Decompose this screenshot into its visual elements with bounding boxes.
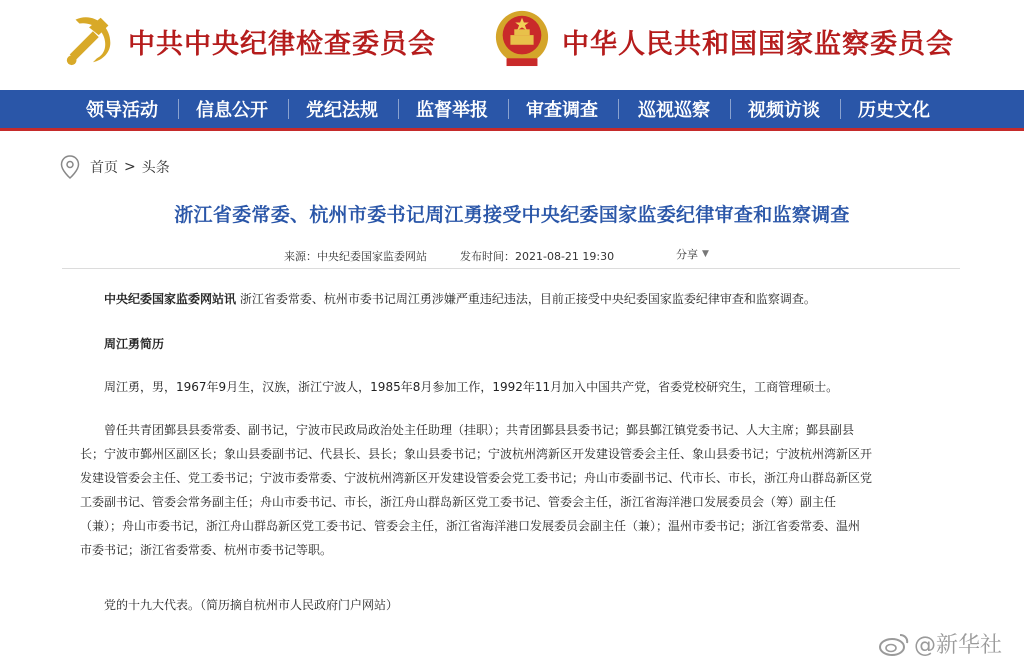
main-nav: [0, 90, 1024, 131]
breadcrumb-separator: >: [124, 159, 136, 175]
source-value: 中央纪委国家监委网站: [317, 250, 427, 263]
watermark: [878, 628, 1002, 659]
lead-paragraph: [104, 287, 816, 311]
nav-item-inspection[interactable]: 巡视巡察: [638, 100, 710, 121]
site-title-right: 中华人民共和国国家监察委员会: [562, 29, 954, 60]
party-emblem-icon[interactable]: [62, 10, 120, 68]
watermark-text: @新华社: [914, 633, 1003, 658]
career-line: （兼）；舟山市委书记，浙江舟山群岛新区党工委书记、管委会主任，浙江省海洋港口发展委员会副主任（兼）；温州市委书记；浙江省委常委、温州: [80, 519, 861, 533]
career-line: 长；宁波市鄞州区副区长；象山县委副书记、代县长、县长；象山县委书记；宁波杭州湾新区开发建设管委会主任、象山县委书记；宁波杭州湾新区开: [80, 447, 873, 461]
career-line: 市委书记；浙江省委常委、杭州市委书记等职。: [80, 543, 333, 557]
career-line: 发建设管委会主任、党工委书记；宁波市委常委、宁波杭州湾新区开发建设管委会党工委书记；舟山市委副书记、代市长、市长，浙江舟山群岛新区党: [80, 471, 873, 485]
nav-item-info[interactable]: 信息公开: [196, 100, 268, 121]
bio-heading: 周江勇简历: [104, 337, 165, 351]
article-time: [460, 248, 614, 264]
location-pin-icon: [60, 155, 80, 179]
share-button[interactable]: [676, 246, 709, 262]
breadcrumb-current[interactable]: 头条: [141, 160, 170, 176]
breadcrumb-home[interactable]: 首页: [90, 160, 118, 176]
bio-basic-paragraph: 周江勇，男，1967年9月生，汉族，浙江宁波人，1985年8月参加工作，1992年11月加入中国共产党，省委党校研究生，工商管理硕士。: [104, 380, 839, 394]
nav-divider: [178, 99, 179, 119]
share-label: 分享: [676, 248, 698, 261]
nav-item-investigation[interactable]: 审查调查: [526, 100, 598, 121]
site-title-left: 中共中央纪律检查委员会: [128, 29, 436, 60]
weibo-icon: [878, 631, 910, 657]
nav-divider: [508, 99, 509, 119]
time-label: 发布时间：: [460, 250, 515, 263]
time-value: 2021-08-21 19:30: [515, 250, 615, 263]
nav-divider: [398, 99, 399, 119]
national-emblem-icon[interactable]: [493, 6, 551, 70]
nav-item-history[interactable]: 历史文化: [858, 100, 930, 121]
title-divider: [62, 268, 960, 269]
article-source: [284, 248, 427, 264]
nav-item-leadership[interactable]: 领导活动: [86, 100, 158, 121]
nav-divider: [288, 99, 289, 119]
chevron-down-icon: ▼: [702, 249, 709, 259]
nav-divider: [730, 99, 731, 119]
lead-bold: 中央纪委国家监委网站讯: [104, 292, 237, 306]
career-line: 曾任共青团鄞县县委常委、副书记，宁波市民政局政治处主任助理（挂职）；共青团鄞县县委书记；鄞县鄞江镇党委书记、人大主席；鄞县副县: [104, 423, 855, 437]
site-header: [0, 0, 1024, 90]
nav-item-report[interactable]: 监督举报: [416, 100, 488, 121]
nav-divider: [618, 99, 619, 119]
nav-item-video[interactable]: 视频访谈: [748, 100, 820, 121]
article-title: 浙江省委常委、杭州市委书记周江勇接受中央纪委国家监委纪律审查和监察调查: [174, 204, 850, 226]
bio-career-paragraph: [80, 418, 920, 562]
source-label: 来源：: [284, 250, 317, 263]
lead-text: 浙江省委常委、杭州市委书记周江勇涉嫌严重违纪违法，目前正接受中央纪委国家监委纪律审查和监察调查。: [236, 292, 816, 306]
breadcrumb: [60, 154, 170, 180]
nav-item-regulations[interactable]: 党纪法规: [306, 100, 378, 121]
nav-divider: [840, 99, 841, 119]
career-line: 工委副书记、管委会常务副主任；舟山市委书记、市长，浙江舟山群岛新区党工委书记、管委会主任，浙江省海洋港口发展委员会（筹）副主任: [80, 495, 837, 509]
bio-note-paragraph: 党的十九大代表。（简历摘自杭州市人民政府门户网站）: [104, 598, 399, 612]
